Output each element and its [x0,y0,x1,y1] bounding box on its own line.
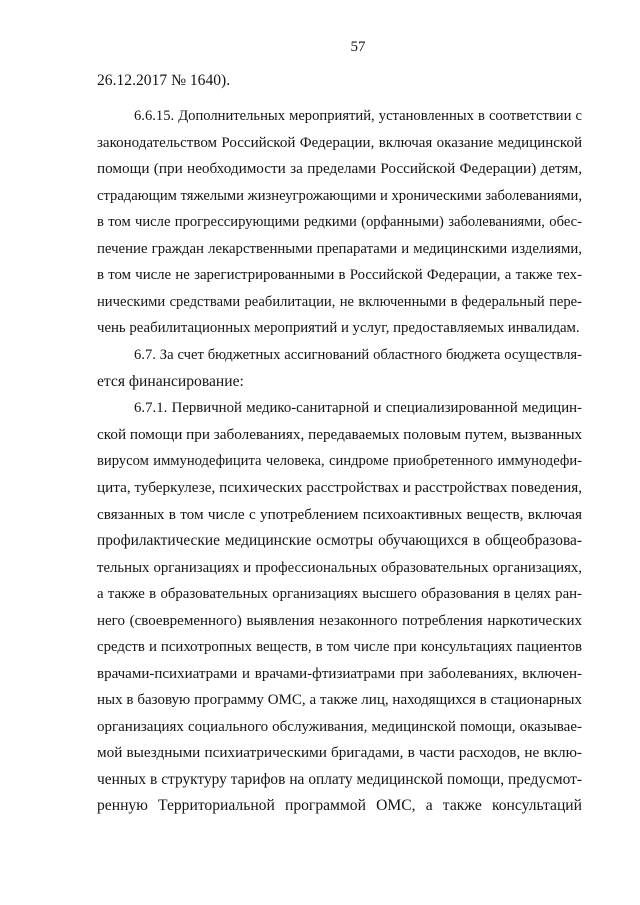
document-line: помощи (при необходимости за пределами Российской Федерации) детям, [97,160,582,177]
document-line: а также в образовательных организациях высшего образования в целях ран- [97,586,582,602]
document-line: ется финансирование: [97,373,244,390]
document-line: профилактические медицинские осмотры обучающихся в общеобразова- [97,532,582,549]
document-line: чень реабилитационных мероприятий и услуг, предоставляемых инвалидам. [97,320,580,336]
document-line: средств и психотропных веществ, в том числе при консультациях пациентов [97,639,582,655]
document-line: мой выездными психиатрическими бригадами, в части расходов, не вклю- [97,744,582,761]
document-line: 6.7. За счет бюджетных ассигнований областного бюджета осуществля- [134,347,582,363]
document-line: него (своевременного) выявления незаконного потребления наркотических [97,613,582,629]
document-line: страдающим тяжелыми жизнеугрожающими и хроническими заболеваниями, [97,188,582,204]
document-line: тельных организациях и профессиональных образовательных организациях, [97,560,582,576]
document-line: ченных в структуру тарифов на оплату медицинской помощи, предусмот- [97,771,582,788]
page-number: 57 [350,39,366,55]
document-line: ных в базовую программу ОМС, а также лиц, находящихся в стационарных [97,692,582,708]
document-line: в том числе не зарегистрированными в Российской Федерации, а также тех- [97,267,582,283]
document-line: 26.12.2017 № 1640). [97,72,231,89]
document-line: вирусом иммунодефицита человека, синдроме приобретенного иммунодефи- [97,453,582,469]
document-line: связанных в том числе с употреблением психоактивных веществ, включая [97,506,582,523]
document-line: ренную Территориальной программой ОМС, а также консультаций [97,797,582,814]
document-line: ническими средствами реабилитации, не включенными в федеральный пере- [97,294,582,310]
document-line: 6.7.1. Первичной медико-санитарной и специализированной медицин- [134,400,582,416]
document-line: 6.6.15. Дополнительных мероприятий, установленных в соответствии с [134,108,582,124]
document-line: ской помощи при заболеваниях, передаваемых половым путем, вызванных [97,426,583,443]
document-line: цита, туберкулезе, психических расстройствах и расстройствах поведения, [97,479,582,496]
document-line: в том числе прогрессирующими редкими (орфанными) заболеваниями, обес- [97,214,582,230]
document-line: печение граждан лекарственными препаратами и медицинскими изделиями, [97,241,582,257]
document-line: организациях социального обслуживания, медицинской помощи, оказывае- [97,719,582,735]
document-line: законодательством Российской Федерации, включая оказание медицинской [97,135,582,151]
document-line: врачами-психиатрами и врачами-фтизиатрами при заболеваниях, включен- [97,666,582,682]
